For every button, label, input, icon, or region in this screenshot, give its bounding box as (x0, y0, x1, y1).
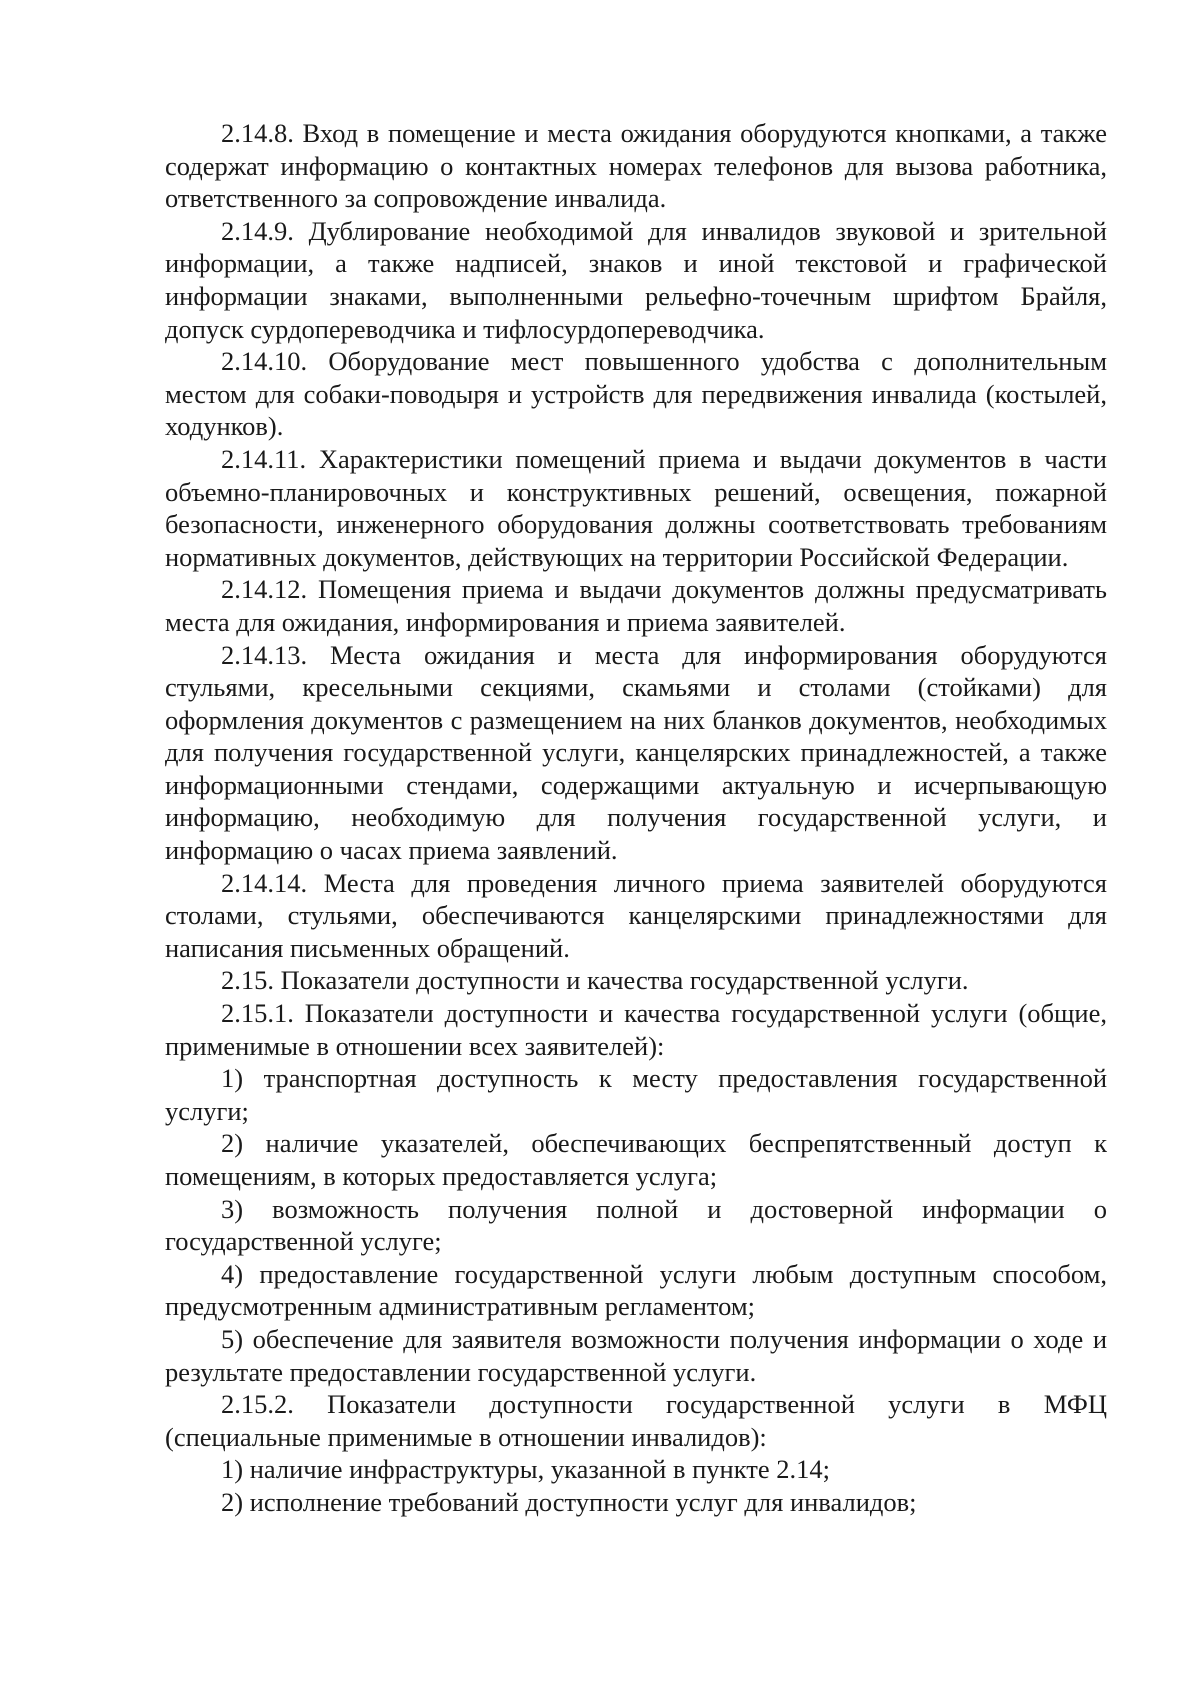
paragraph-2-15: 2.15. Показатели доступности и качества государственной услуги. (221, 965, 969, 996)
list-item-general-5: 5) обеспечение для заявителя возможности получения информации о ходе и результате предоставлении государственной услуги. (165, 1323, 1107, 1387)
paragraph-2-15-2: 2.15.2. Показатели доступности государственной услуги в МФЦ (специальные применимые в отношении инвалидов): (165, 1389, 1107, 1452)
paragraph-2-15-1: 2.15.1. Показатели доступности и качества государственной услуги (общие, применимые в отношении всех заявителей): (165, 998, 1107, 1061)
list-item-general-3: 3) возможность получения полной и достоверной информации о государственной услуге; (165, 1193, 1107, 1257)
paragraph-2-14-10: 2.14.10. Оборудование мест повышенного удобства с дополнительным местом для собаки-поводыря и устройств для передвижения инвалида (костылей, ходунков). (165, 346, 1107, 442)
paragraph-2-14-8: 2.14.8. Вход в помещение и места ожидания оборудуются кнопками, а также содержат информацию о контактных номерах телефонов для вызова работника, ответственного за сопровождение инвалида. (165, 118, 1107, 214)
paragraph-2-14-9: 2.14.9. Дублирование необходимой для инвалидов звуковой и зрительной информации, а также надписей, знаков и иной текстовой и графической информации знаками, выполненными рельефно-точечным шрифтом Брайля, допуск сурдопереводчика и тифлосурдопереводчика. (165, 215, 1107, 344)
list-item-general-1: 1) транспортная доступность к месту предоставления государственной услуги; (165, 1063, 1107, 1126)
list-item-general-4: 4) предоставление государственной услуги любым доступным способом, предусмотренным административным регламентом; (165, 1258, 1107, 1322)
paragraph-2-14-11: 2.14.11. Характеристики помещений приема и выдачи документов в части объемно-планировочных и конструктивных решений, освещения, пожарной безопасности, инженерного оборудования должны соответствовать требованиям нормативных документов, действующих на территории Российской Федерации. (165, 443, 1107, 572)
document-body (165, 117, 1107, 1519)
paragraph-2-14-13: 2.14.13. Места ожидания и места для информирования оборудуются стульями, кресельными секциями, скамьями и столами (стойками) для оформления документов с размещением на них бланков документов, необходимых для получения государственной услуги, канцелярских принадлежностей, а также информационными стендами, содержащими актуальную и исчерпывающую информацию, необходимую для получения государственной услуги, и информацию о часах приема заявлений. (165, 639, 1107, 866)
paragraph-2-14-14: 2.14.14. Места для проведения личного приема заявителей оборудуются столами, стульями, обеспечиваются канцелярскими принадлежностями для написания письменных обращений. (165, 867, 1107, 963)
list-item-special-2: 2) исполнение требований доступности услуг для инвалидов; (221, 1486, 917, 1517)
list-item-special-1: 1) наличие инфраструктуры, указанной в пункте 2.14; (221, 1454, 830, 1485)
list-item-general-2: 2) наличие указателей, обеспечивающих беспрепятственный доступ к помещениям, в которых предоставляется услуга; (165, 1128, 1107, 1191)
paragraph-2-14-12: 2.14.12. Помещения приема и выдачи документов должны предусматривать места для ожидания, информирования и приема заявителей. (165, 574, 1107, 637)
